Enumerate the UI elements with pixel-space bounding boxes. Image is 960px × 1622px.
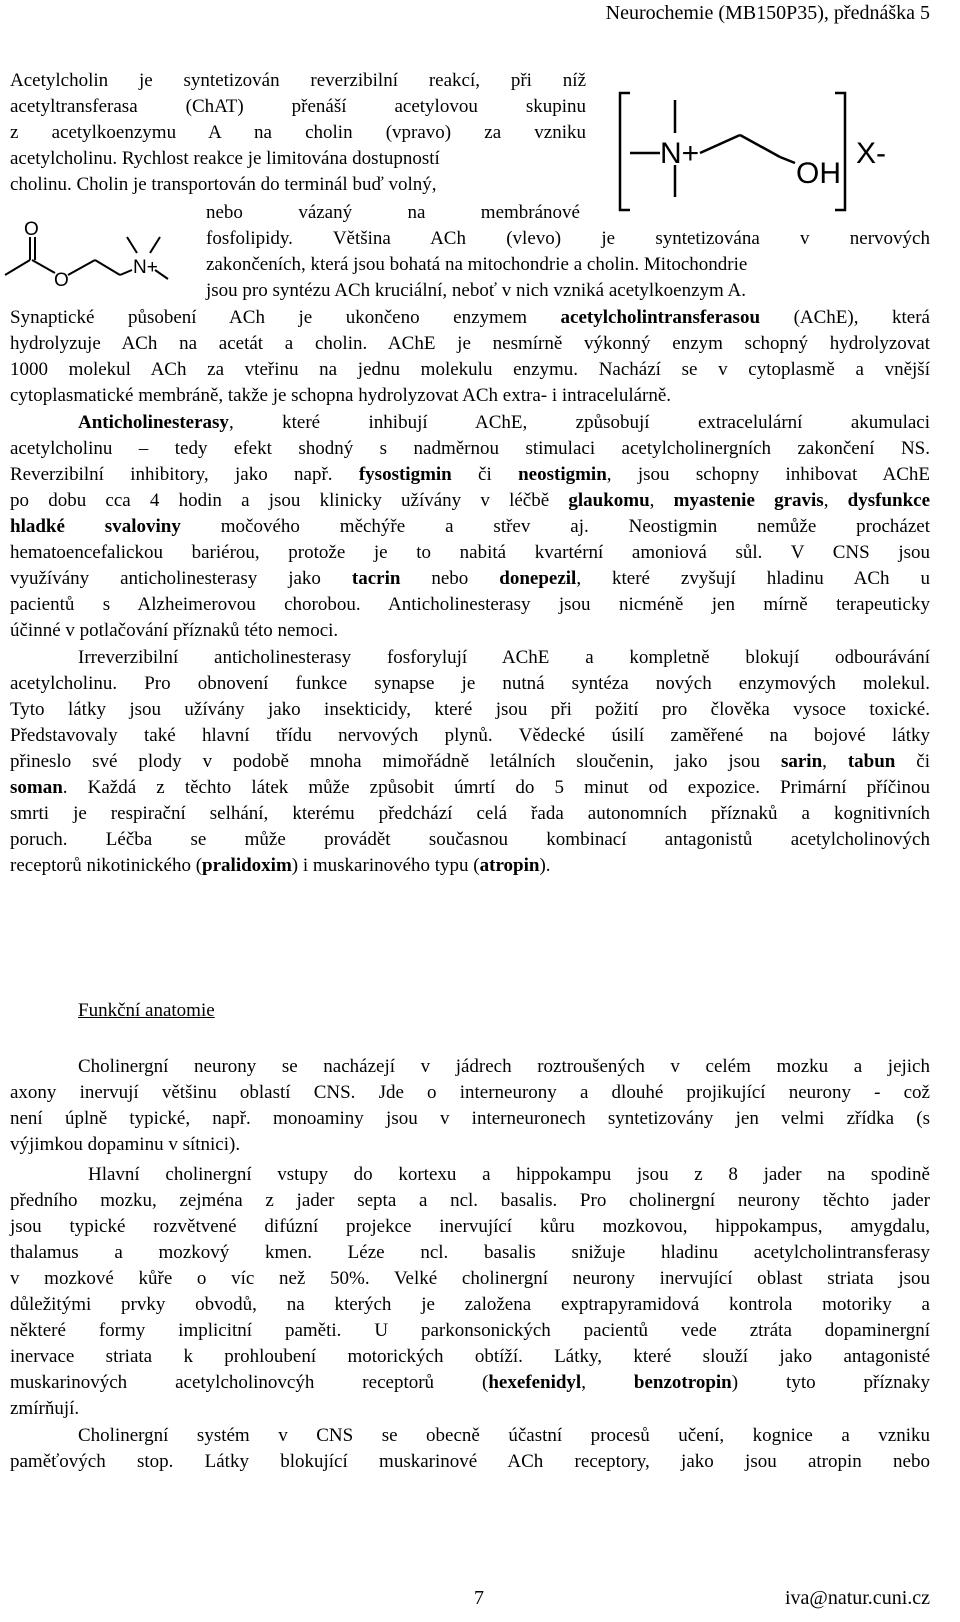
anti-line-5: hladké svaloviny močového měchýře a střev aj. Neostigmin nemůže procházet <box>10 516 930 537</box>
irrev-line-4: Představovaly také hlavní třídu nervových plynů. Vědecké úsilí zaměřené na bojové látky <box>10 725 930 746</box>
intro-line-2: acetyltransferasa (ChAT) přenáší acetylovou skupinu <box>10 96 586 117</box>
main-line-9: muskarinových acetylcholinovcýh receptorů (hexefenidyl, benzotropin) tyto příznaky <box>10 1372 931 1393</box>
main-line-7: některé formy implicitní paměti. U parkonsonických pacientů vede ztráta dopaminergní <box>10 1320 930 1341</box>
ache-line-3: 1000 molekul ACh za vteřinu na jednu molekulu enzymu. Nachází se v cytoplasmě a vnější <box>10 359 930 380</box>
page-number: 7 <box>474 1587 484 1609</box>
irrev-line-9: receptorů nikotinického (pralidoxim) i muskarinového typu (atropin). <box>10 855 551 876</box>
irrev-line-5: přineslo své plody v podobě mnoha mimořádně letálních sloučenin, jako jsou sarin, tabun či <box>10 751 930 772</box>
last-line-2: paměťových stop. Látky blokující muskarinové ACh receptory, jako jsou atropin nebo <box>10 1451 930 1472</box>
anti-line-9: účinné v potlačování příznaků této nemoci. <box>10 620 339 641</box>
anti-line-6: hematoencefalickou bariérou, protože je to nabitá kvartérní amoniová sůl. V CNS jsou <box>10 542 930 563</box>
main-line-5: v mozkové kůře o víc než 50%. Velké cholinergní neurony inervující oblast striata jsou <box>10 1268 930 1289</box>
footer-email: iva@natur.cuni.cz <box>784 1587 930 1609</box>
main-line-3: jsou typické rozvětvené difúzní projekce inervující kůru mozkovou, hippokampus, amygdalu, <box>10 1216 930 1237</box>
choline-anion-label: X- <box>856 137 886 170</box>
ache-line-1: Synaptické působení ACh je ukončeno enzymem acetylcholintransferasou (AChE), která <box>10 307 930 328</box>
anti-line-4: po dobu cca 4 hodin a jsou klinicky užívány v léčbě glaukomu, myastenie gravis, dysfunkce <box>10 490 931 511</box>
choline-oh-label: OH <box>796 157 841 190</box>
irrev-line-7: smrti je respirační selhání, kterému předchází celá řada autonomních příznaků a kognitivních <box>10 803 930 824</box>
main-line-6: důležitými prvky obvodů, na kterých je založena exptrapyramidová kontrola motoriky a <box>10 1294 930 1315</box>
irrev-line-8: poruch. Léčba se může provádět současnou kombinací antagonistů acetylcholinových <box>10 829 930 850</box>
irrev-line-1: Irreverzibilní anticholinesterasy fosforylují AChE a kompletně blokují odbourávání <box>78 647 930 668</box>
neur-line-3: není úplně typické, např. monoaminy jsou v interneuronech syntetizovány jen velmi zřídka (s <box>10 1108 930 1129</box>
main-line-8: inervace striata k prohloubení motorických obtíží. Látky, které slouží jako antagonisté <box>10 1346 930 1367</box>
anti-line-8: pacientů s Alzheimerovou chorobou. Anticholinesterasy jsou nicméně jen mírně terapeuticky <box>10 594 930 615</box>
neur-line-1: Cholinergní neurony se nacházejí v jádrech roztroušených v celém mozku a jejich <box>78 1056 930 1077</box>
ach-carbonyl-oxygen-label: O <box>24 219 39 240</box>
main-line-10: zmírňují. <box>10 1398 80 1419</box>
anti-line-7: využívány anticholinesterasy jako tacrin nebo donepezil, které zvyšují hladinu ACh u <box>10 568 930 589</box>
intro-line-9: jsou pro syntézu ACh kruciální, neboť v nich vzniká acetylkoenzym A. <box>206 280 746 301</box>
irrev-line-2: acetylcholinu. Pro obnovení funkce synapse je nutná syntéza nových enzymových molekul. <box>10 673 930 694</box>
intro-line-7: fosfolipidy. Většina ACh (vlevo) je syntetizována v nervových <box>206 228 930 249</box>
ache-enzyme-term: acetylcholintransferasou <box>560 307 761 328</box>
anti-line-3: Reverzibilní inhibitory, jako např. fysostigmin či neostigmin, jsou schopny inhibovat AChE <box>10 464 930 485</box>
section-heading-funkcni-anatomie: Funkční anatomie <box>78 1000 215 1021</box>
acetylcholine-structure-figure <box>0 215 200 300</box>
choline-n-plus-label: N+ <box>660 137 700 170</box>
neur-line-2: axony inervují většinu oblastí CNS. Jde o interneurony a dlouhé projikující neurony - což <box>10 1082 930 1103</box>
page-header: Neurochemie (MB150P35), přednáška 5 <box>605 2 930 24</box>
choline-structure-figure <box>600 85 920 220</box>
anticholinesterasy-term: Anticholinesterasy <box>78 412 229 433</box>
ach-n-plus-label: N+ <box>133 257 158 278</box>
intro-line-5: cholinu. Cholin je transportován do terminál buď volný, <box>10 174 437 195</box>
ache-line-2: hydrolyzuje ACh na acetát a cholin. AChE je nesmírně výkonný enzym schopný hydrolyzovat <box>10 333 930 354</box>
ach-ester-oxygen-label: O <box>54 270 69 291</box>
intro-line-3: z acetylkoenzymu A na cholin (vpravo) za vzniku <box>10 122 586 143</box>
neur-line-4: výjimkou dopaminu v sítnici). <box>10 1134 241 1155</box>
intro-line-4: acetylcholinu. Rychlost reakce je limitována dostupností <box>10 148 440 169</box>
anti-line-1: Anticholinesterasy, které inhibují AChE, způsobují extracelulární akumulaci <box>78 412 930 433</box>
main-line-2: předního mozku, zejména z jader septa a ncl. basalis. Pro cholinergní neurony těchto jader <box>10 1190 930 1211</box>
intro-line-1: Acetylcholin je syntetizován reverzibilní reakcí, při níž <box>10 70 586 91</box>
ache-line-4: cytoplasmatické membráně, takže je schopna hydrolyzovat ACh extra- i intracelulárně. <box>10 385 672 406</box>
intro-line-6: nebo vázaný na membránové <box>206 202 580 223</box>
main-line-1: Hlavní cholinergní vstupy do kortexu a hippokampu jsou z 8 jader na spodině <box>88 1164 930 1185</box>
anti-line-2: acetylcholinu – tedy efekt shodný s nadměrnou stimulaci acetylcholinergních zakončení NS. <box>10 438 930 459</box>
irrev-line-3: Tyto látky jsou užívány jako insekticidy, které jsou při požití pro člověka vysoce toxické. <box>10 699 930 720</box>
last-line-1: Cholinergní systém v CNS se obecně účastní procesů učení, kognice a vzniku <box>78 1425 930 1446</box>
irrev-line-6: soman. Každá z těchto látek může způsobit úmrtí do 5 minut od expozice. Primární příčinou <box>10 777 930 798</box>
main-line-4: thalamus a mozkový kmen. Léze ncl. basalis snižuje hladinu acetylcholintransferasy <box>10 1242 930 1263</box>
intro-line-8: zakončeních, která jsou bohatá na mitochondrie a cholin. Mitochondrie <box>206 254 748 275</box>
